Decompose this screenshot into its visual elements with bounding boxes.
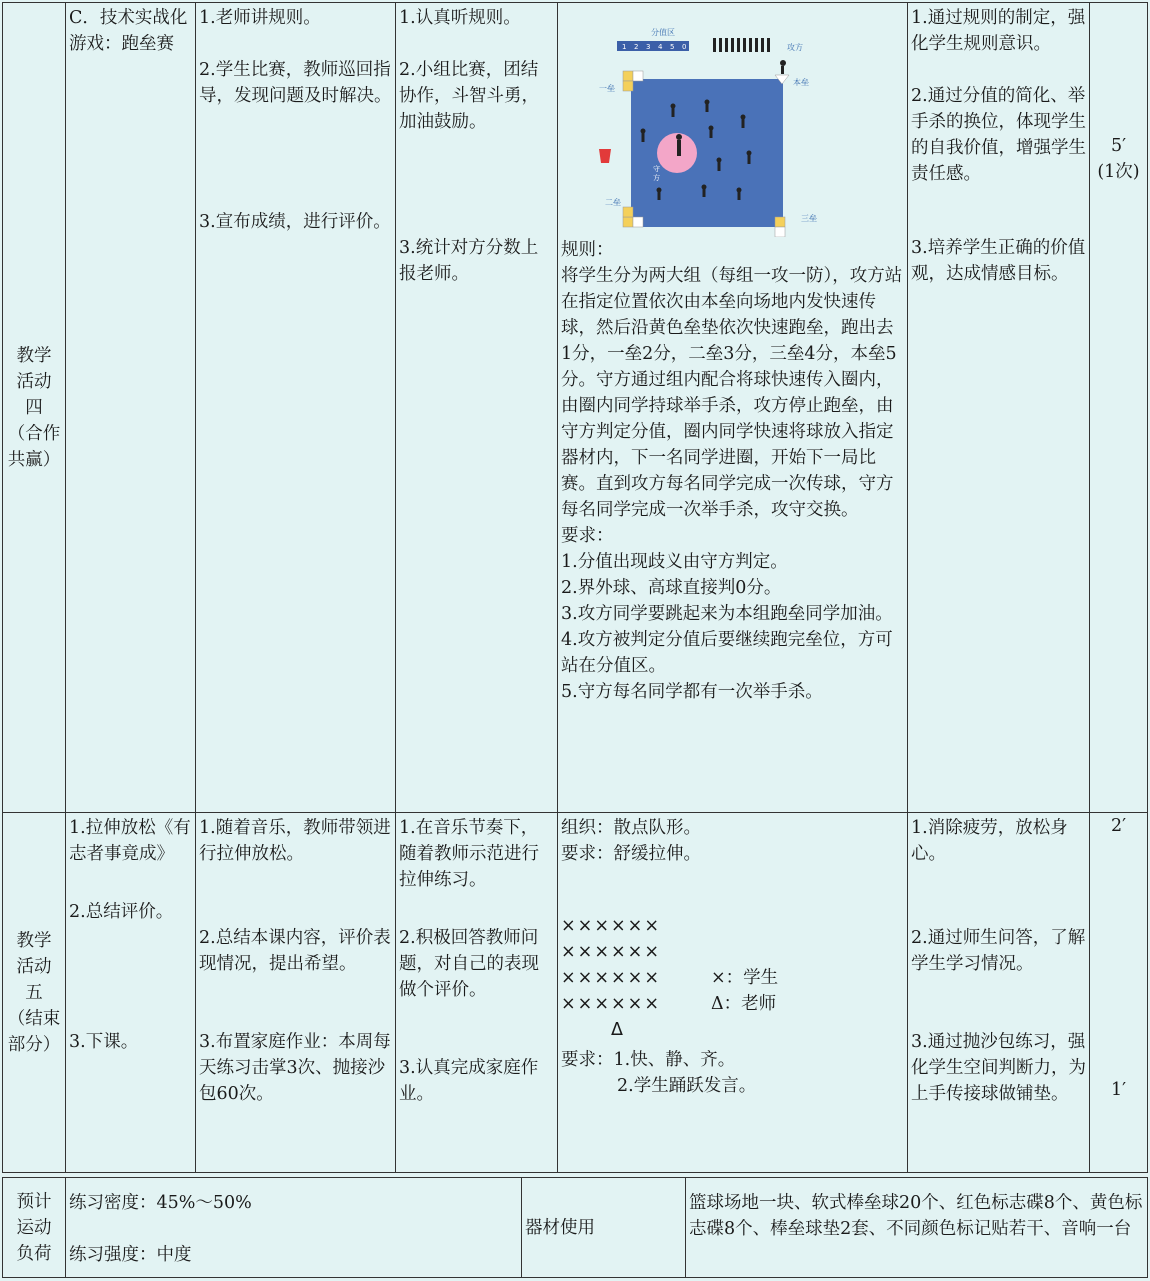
load-label: 预计 运动 负荷 — [3, 1178, 66, 1278]
attack-label: 攻方 — [787, 43, 803, 52]
defense-label: 守 — [653, 165, 660, 173]
activity5-row — [3, 813, 1148, 1173]
practice-intensity: 练习强度：中度 — [69, 1245, 192, 1265]
base-1-icon — [623, 71, 633, 81]
equipment-label: 器材使用 — [522, 1178, 686, 1278]
base-3-icon — [775, 217, 785, 227]
score-box: 0 — [682, 43, 687, 51]
activity5-content: 1.拉伸放松《有志者事竟成》 2.总结评价。 3.下课。 — [66, 813, 196, 1173]
activity5-time: 2′ 1′ — [1090, 813, 1148, 1173]
baseball-field-diagram — [561, 5, 901, 237]
activity4-label: 教学 活动 四 （合作 共赢） — [3, 3, 66, 813]
load-row — [3, 1178, 1148, 1278]
equipment-list: 篮球场地一块、软式棒垒球20个、红色标志碟8个、黄色标志碟8个、棒垒球垫2套、不同颜色标记贴若干、音响一台 — [686, 1178, 1148, 1278]
student-formation: ×××××× ×××××× ×××××× ×：学生 ×××××× Δ：老师 Δ — [561, 913, 904, 1047]
bucket-icon — [599, 149, 611, 163]
activity4-time: 5′ (1次) — [1090, 3, 1148, 813]
score-box: 5 — [670, 43, 675, 51]
activity4-organization: 分值区 1 2 3 4 5 0 攻方 一垒 本垒 二垒 三垒 守 方 规则： 将学生分为两大组（每组一攻一防），攻方站在指定位置依次由本垒向场地内发快速传球，然后沿黄色垒垫依次快速跑垒，跑出去1分，一垒2分，二垒3分，三垒4分，本垒5分。守方通过组内配合将球快速传入圈内，由圈内同学持球举手杀，攻方停止跑垒，由守方判定分值，圈内同学快速将球放入指定器材内，下一名同学进圈，开始下一局比赛。直到攻方每名同学完成一次传球，守方每名同学完成一次举手杀，攻守交换。 要求： 1.分值出现歧义由守方判定。 2.界外球、高球直接判0分。 3.攻方同学要跳起来为本组跑垒同学加油。 4.攻方被判定分值后要继续跑完垒位，方可站在分值区。 5.守方每名同学都有一次举手杀。 — [558, 3, 908, 813]
activity4-goals: 1.通过规则的制定，强化学生规则意识。 2.通过分值的简化、举手杀的换位，体现学生的自我价值，增强学生责任感。 3.培养学生正确的价值观，达成情感目标。 — [908, 3, 1090, 813]
base-3-label: 三垒 — [801, 214, 817, 223]
teacher-mark: Δ — [611, 1020, 625, 1040]
activity5-teacher: 1.随着音乐，教师带领进行拉伸放松。 2.总结本课内容，评价表现情况，提出希望。 3.布置家庭作业：本周每天练习击掌3次、抛接沙包60次。 — [196, 813, 396, 1173]
legend-teacher: Δ：老师 — [711, 994, 777, 1014]
home-base-label: 本垒 — [793, 78, 809, 87]
activity4-teacher: 1.老师讲规则。 2.学生比赛，教师巡回指导，发现问题及时解决。 3.宣布成绩，进行评价。 — [196, 3, 396, 813]
base-2-label: 二垒 — [605, 198, 621, 207]
score-zone-label: 分值区 — [651, 28, 675, 37]
score-box: 1 — [622, 43, 627, 51]
score-boxes — [617, 41, 689, 51]
activity4-row — [3, 3, 1148, 813]
svg-text:方: 方 — [653, 174, 660, 182]
score-box: 4 — [658, 43, 663, 51]
base-2-icon — [623, 217, 633, 227]
load-table — [2, 1177, 1148, 1278]
score-box: 3 — [646, 43, 651, 51]
activity5-label: 教学 活动 五 （结束 部分） — [3, 813, 66, 1173]
score-box: 2 — [634, 43, 639, 51]
activity5-organization: 组织：散点队形。 要求：舒缓拉伸。 ×××××× ×××××× ×××××× ×：学生 ×××××× Δ：老师 Δ 要求：1.快、静、齐。 2.学生踊跃发言。 — [558, 813, 908, 1173]
load-values — [66, 1178, 522, 1278]
legend-student: ×：学生 — [711, 968, 779, 988]
activity4-student: 1.认真听规则。 2.小组比赛，团结协作，斗智斗勇，加油鼓励。 3.统计对方分数上报老师。 — [396, 3, 558, 813]
runner-icon — [780, 60, 786, 74]
activity4-content: C．技术实战化游戏：跑垒赛 — [66, 3, 196, 813]
practice-density: 练习密度：45%～50% — [69, 1193, 252, 1213]
lesson-plan-table — [2, 2, 1148, 1173]
activity5-student: 1.在音乐节奏下，随着教师示范进行拉伸练习。 2.积极回答教师问题，对自己的表现做个评价。 3.认真完成家庭作业。 — [396, 813, 558, 1173]
attack-team-icon — [713, 38, 770, 52]
activity5-goals: 1.消除疲劳，放松身心。 2.通过师生问答，了解学生学习情况。 3.通过抛沙包练习，强化学生空间判断力，为上手传接球做铺垫。 — [908, 813, 1090, 1173]
base-1-label: 一垒 — [599, 84, 615, 93]
